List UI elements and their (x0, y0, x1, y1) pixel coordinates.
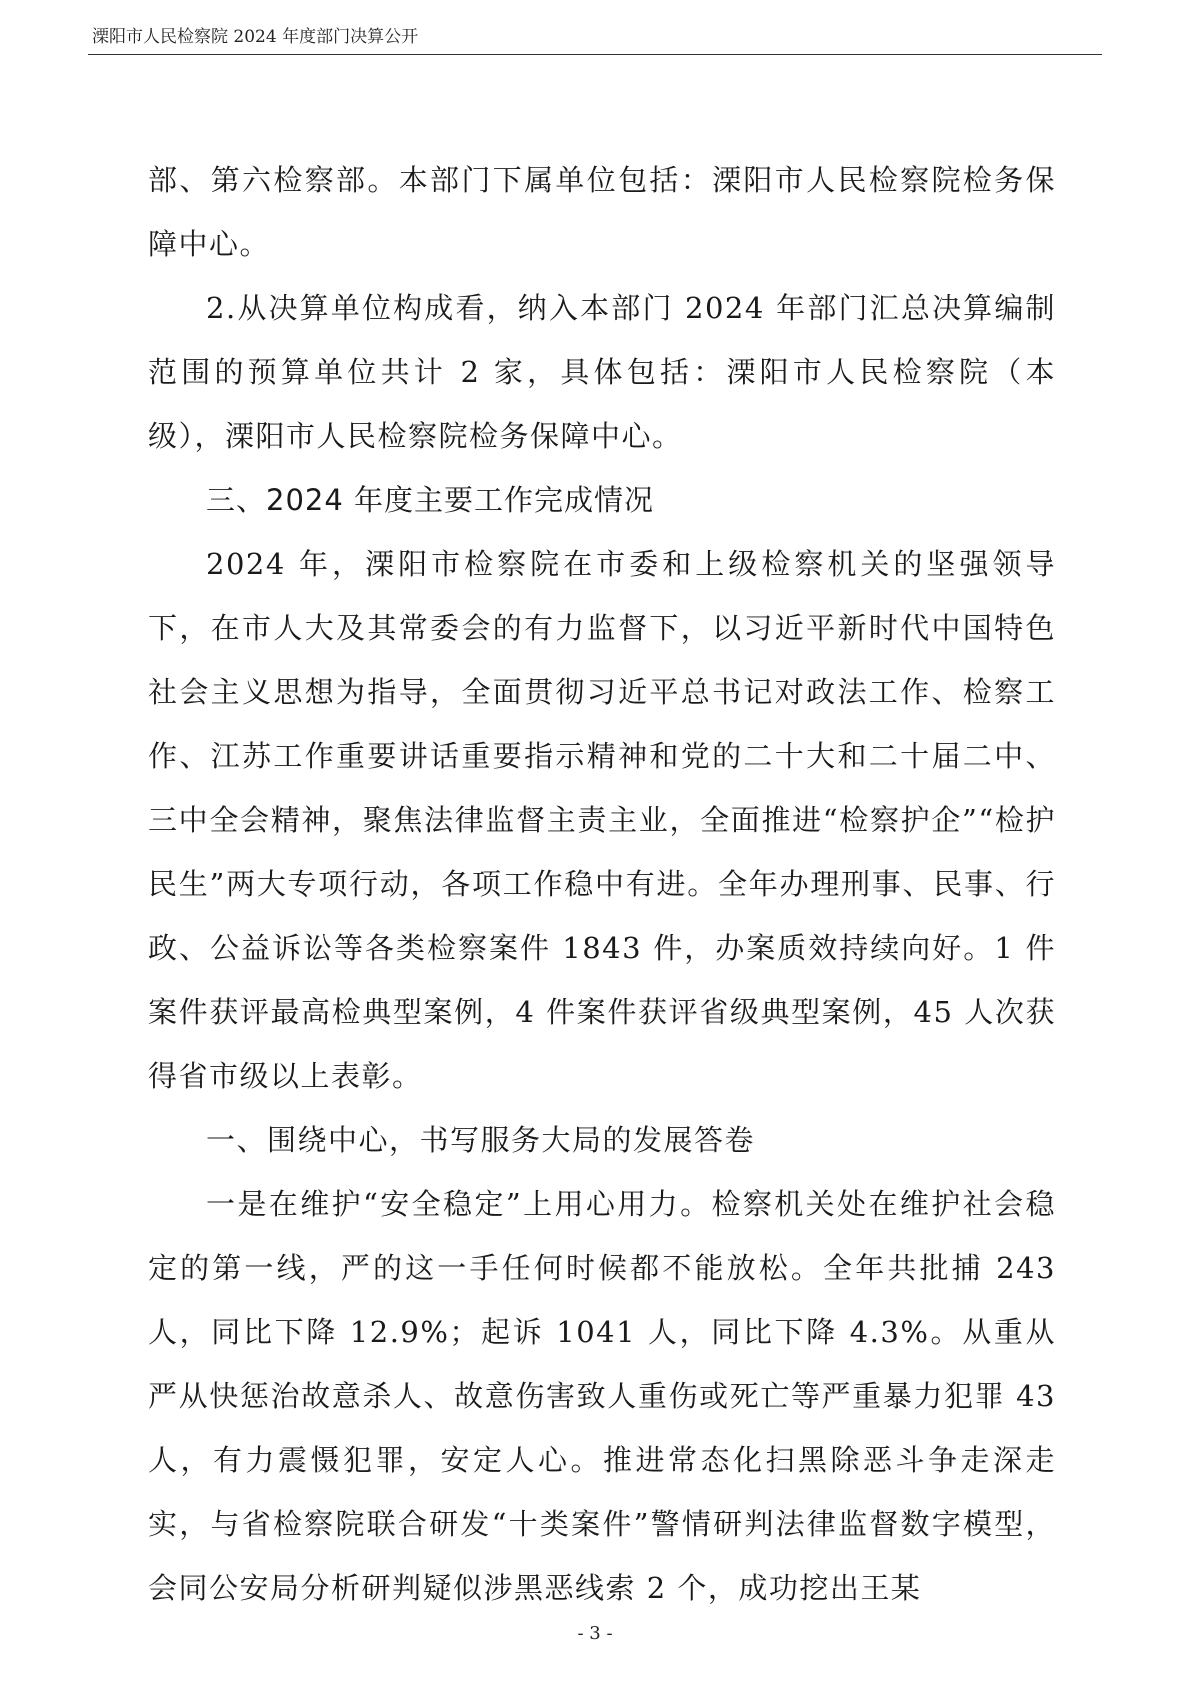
document-body (148, 148, 1056, 1620)
paragraph-work-summary: 2024 年，溧阳市检察院在市委和上级检察机关的坚强领导下，在市人大及其常委会的有力监督下，以习近平新时代中国特色社会主义思想为指导，全面贯彻习近平总书记对政法工作、检察工作、江苏工作重要讲话重要指示精神和党的二十大和二十届二中、三中全会精神，聚焦法律监督主责主业，全面推进“检察护企”“检护民生”两大专项行动，各项工作稳中有进。全年办理刑事、民事、行政、公益诉讼等各类检察案件 1843 件，办案质效持续向好。1 件案件获评最高检典型案例，4 件案件获评省级典型案例，45 人次获得省市级以上表彰。 (148, 547, 1056, 1093)
page-number: - 3 - (577, 1623, 613, 1644)
document-title: 溧阳市人民检察院 2024 年度部门决算公开 (92, 27, 419, 47)
section-heading-work-completion: 三、2024 年度主要工作完成情况 (206, 483, 655, 517)
paragraph-units: 2.从决算单位构成看，纳入本部门 2024 年部门汇总决算编制范围的预算单位共计 2 家，具体包括：溧阳市人民检察院（本级），溧阳市人民检察院检务保障中心。 (148, 291, 1056, 453)
paragraph-security-stability: 一是在维护“安全稳定”上用心用力。检察机关处在维护社会稳定的第一线，严的这一手任何时候都不能放松。全年共批捕 243 人，同比下降 12.9%；起诉 1041 人，同比下降 4.3%。从重从严从快惩治故意杀人、故意伤害致人重伤或死亡等严重暴力犯罪 43 人，有力震慑犯罪，安定人心。推进常态化扫黑除恶斗争走深走实，与省检察院联合研发“十类案件”警情研判法律监督数字模型，会同公安局分析研判疑似涉黑恶线索 2 个，成功挖出王某 (148, 1187, 1056, 1605)
subheading-serve-overall-situation: 一、围绕中心，书写服务大局的发展答卷 (206, 1123, 756, 1157)
paragraph-departments: 部、第六检察部。本部门下属单位包括：溧阳市人民检察院检务保障中心。 (148, 163, 1056, 261)
page-header (88, 24, 1102, 55)
